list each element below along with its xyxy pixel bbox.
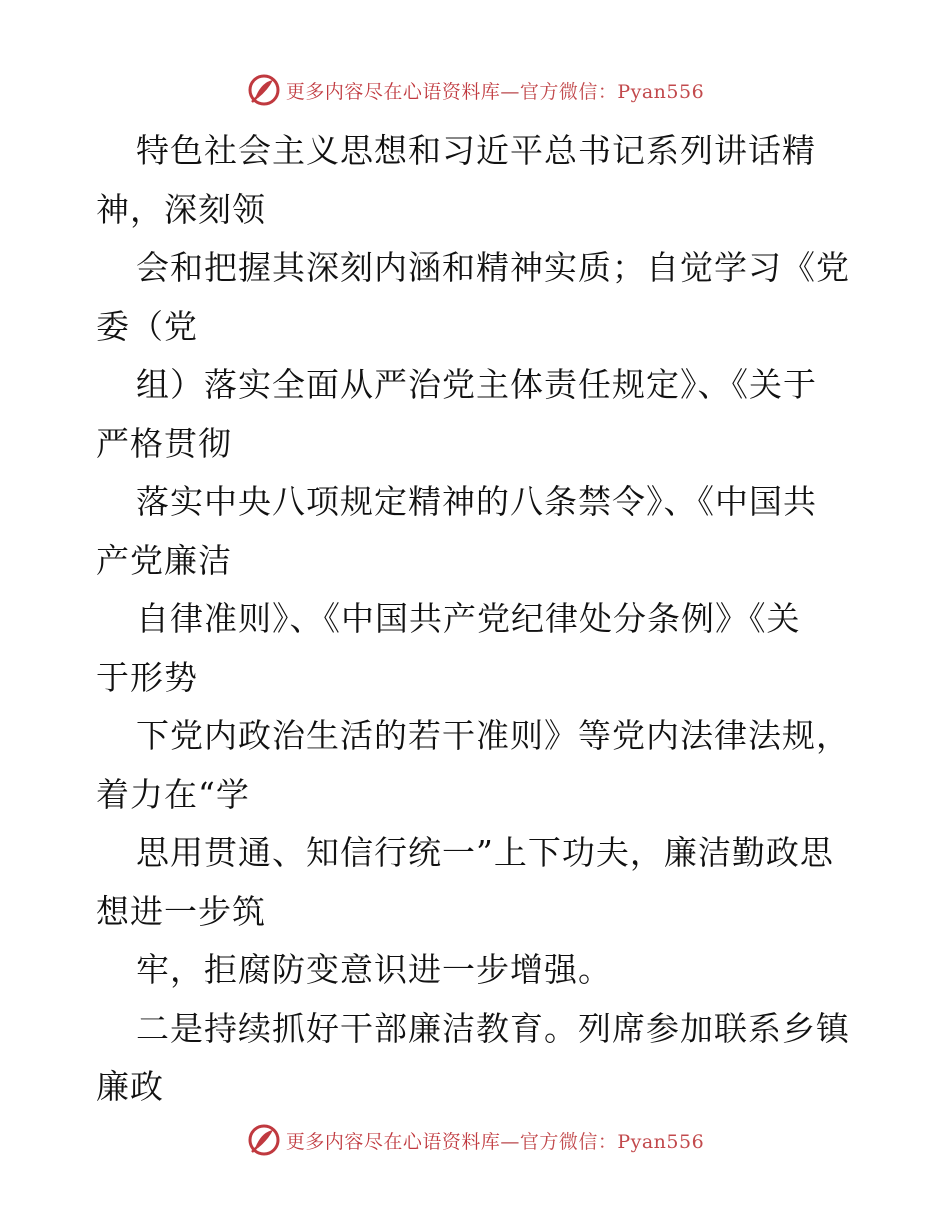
document-body xyxy=(96,122,866,1117)
watermark-brand: 更多内容尽在心语资料库 xyxy=(285,1130,501,1153)
text-line: 产党廉洁 xyxy=(96,540,232,580)
header-watermark-banner xyxy=(0,70,950,110)
text-line: 于形势 xyxy=(96,657,198,697)
text-line: 会和把握其深刻内涵和精神实质；自觉学习《党 xyxy=(136,248,850,287)
watermark-wechat: 官方微信：Pyan556 xyxy=(519,80,705,103)
text-line: 特色社会主义思想和习近平总书记系列讲话精 xyxy=(136,131,816,170)
watermark-text xyxy=(286,1127,704,1154)
watermark-dash: — xyxy=(500,80,520,103)
text-line: 自律准则》、《中国共产党纪律处分条例》《关 xyxy=(136,599,801,638)
text-line: 想进一步筑 xyxy=(96,891,266,931)
watermark-wechat: 官方微信：Pyan556 xyxy=(519,1130,705,1153)
text-line: 神，深刻领 xyxy=(96,189,266,229)
watermark-text xyxy=(286,77,704,104)
text-line: 委（党 xyxy=(96,306,198,346)
text-line: 二是持续抓好干部廉洁教育。列席参加联系乡镇 xyxy=(136,1008,850,1048)
pen-logo-icon xyxy=(246,72,282,108)
text-line: 牢，拒腐防变意识进一步增强。 xyxy=(136,950,612,989)
text-line: 落实中央八项规定精神的八条禁令》、《中国共 xyxy=(136,482,817,521)
pen-logo-icon xyxy=(246,1122,282,1158)
text-line: 组）落实全面从严治党主体责任规定》、《关于 xyxy=(136,365,817,404)
watermark-dash: — xyxy=(500,1130,520,1153)
text-line: 严格贯彻 xyxy=(96,423,232,463)
watermark-brand: 更多内容尽在心语资料库 xyxy=(285,80,501,103)
text-line: 思用贯通、知信行统一”上下功夫，廉洁勤政思 xyxy=(136,833,834,872)
text-line: 着力在“学 xyxy=(96,774,250,814)
text-line: 廉政 xyxy=(96,1067,164,1106)
text-line: 下党内政治生活的若干准则》等党内法律法规， xyxy=(136,716,850,755)
footer-watermark-banner xyxy=(0,1120,950,1160)
